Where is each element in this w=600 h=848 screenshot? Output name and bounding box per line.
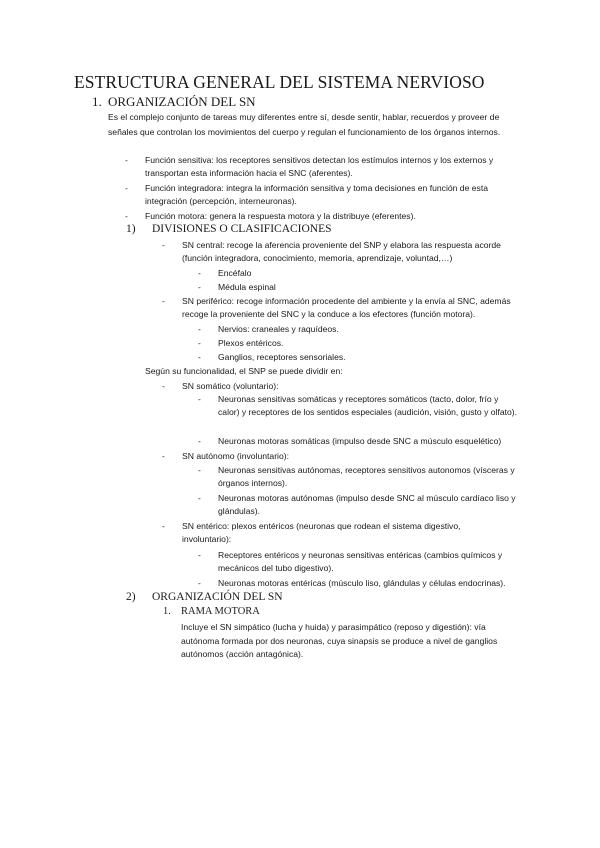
subsubsection-heading: 1. RAMA MOTORA	[163, 606, 260, 617]
list-item: - Encéfalo	[198, 268, 252, 278]
list-item: - Ganglios, receptores sensoriales.	[198, 352, 346, 362]
list-item: - Función sensitiva: los receptores sensitivos detectan los estímulos internos y los externos y transportan esta información hacia el SNC (aferentes).	[125, 155, 494, 179]
list-item: - Nervios: craneales y raquídeos.	[198, 324, 339, 334]
subsection-heading: 1) DIVISIONES O CLASIFICACIONES	[126, 223, 332, 235]
classification-intro: Según su funcionalidad, el SNP se puede dividir en:	[145, 366, 343, 376]
function-text: Función integradora: integra la información sensitiva y toma decisiones en función de esta integración (percepción, interneuronas).	[145, 183, 488, 207]
snc-text: SN central: recoge la aferencia proveniente del SNP y elabora las respuesta acorde (función integradora, conocimiento, memoria, aprendizaje, voluntad,…)	[182, 240, 501, 264]
list-item: - Receptores entéricos y neuronas sensitivas entéricas (cambios químicos y mecánicos del tubo digestivo).	[198, 550, 503, 574]
list-item: - SN entérico: plexos entéricos (neuronas que rodean el sistema digestivo, involuntario):	[162, 521, 461, 545]
function-text: Función sensitiva: los receptores sensitivos detectan los estímulos internos y los externos y transportan esta información hacia el SNC (aferentes).	[145, 155, 494, 179]
list-item: - Función motora: genera la respuesta motora y la distribuye (eferentes).	[125, 211, 416, 221]
list-item: - Médula espinal	[198, 282, 276, 292]
page-title: ESTRUCTURA GENERAL DEL SISTEMA NERVIOSO	[74, 72, 485, 92]
intro-paragraph: Es el complejo conjunto de tareas muy diferentes entre sí, desde sentir, hablar, recuerdos y proveer de señales que controlan los movimientos del cuerpo y regulan el funcionamiento de los órganos internos.	[108, 112, 501, 137]
list-item: - Neuronas motoras autónomas (impulso desde SNC al músculo cardíaco liso y glándulas).	[198, 493, 516, 517]
list-item: - Neuronas sensitivas autónomas, receptores sensitivos autonomos (vísceras y órganos internos).	[198, 465, 515, 489]
list-item: - Plexos entéricos.	[198, 338, 284, 348]
rama-motora-text: Incluye el SN simpático (lucha y huida) y parasimpático (reposo y digestión): vía autónoma formada por dos neuronas, cuya sinapsis se produce a nivel de ganglios autónomos (acción antagónica).	[181, 622, 498, 660]
list-item: - SN periférico: recoge información procedente del ambiente y la envía al SNC, además recoge la proveniente del SNC y la conduce a los efectores (función motora).	[162, 296, 511, 320]
function-text: Función motora: genera la respuesta motora y la distribuye (eferentes).	[145, 211, 416, 221]
subsection-heading: 2) ORGANIZACIÓN DEL SN	[126, 591, 283, 603]
list-item: - SN somático (voluntario):	[162, 381, 279, 391]
list-item: - Neuronas motoras somáticas (impulso desde SNC a músculo esquelético)	[198, 436, 502, 446]
list-item: - Neuronas motoras entéricas (músculo liso, glándulas y células endocrinas).	[198, 578, 506, 588]
list-item: - SN autónomo (involuntario):	[162, 451, 289, 461]
section-number: 1.	[92, 94, 102, 109]
snp-text: SN periférico: recoge información procedente del ambiente y la envía al SNC, además recoge la proveniente del SNC y la conduce a los efectores (función motora).	[182, 296, 511, 320]
section-heading	[92, 94, 256, 110]
section-title: ORGANIZACIÓN DEL SN	[108, 94, 256, 109]
list-item: - Neuronas sensitivas somáticas y receptores somáticos (tacto, dolor, frío y calor) y receptores de los sentidos especiales (audición, visión, gusto y olfato).	[198, 394, 518, 418]
list-item: - SN central: recoge la aferencia proveniente del SNP y elabora las respuesta acorde (función integradora, conocimiento, memoria, aprendizaje, voluntad,…)	[162, 240, 501, 264]
list-item: - Función integradora: integra la información sensitiva y toma decisiones en función de esta integración (percepción, interneuronas).	[125, 183, 488, 207]
